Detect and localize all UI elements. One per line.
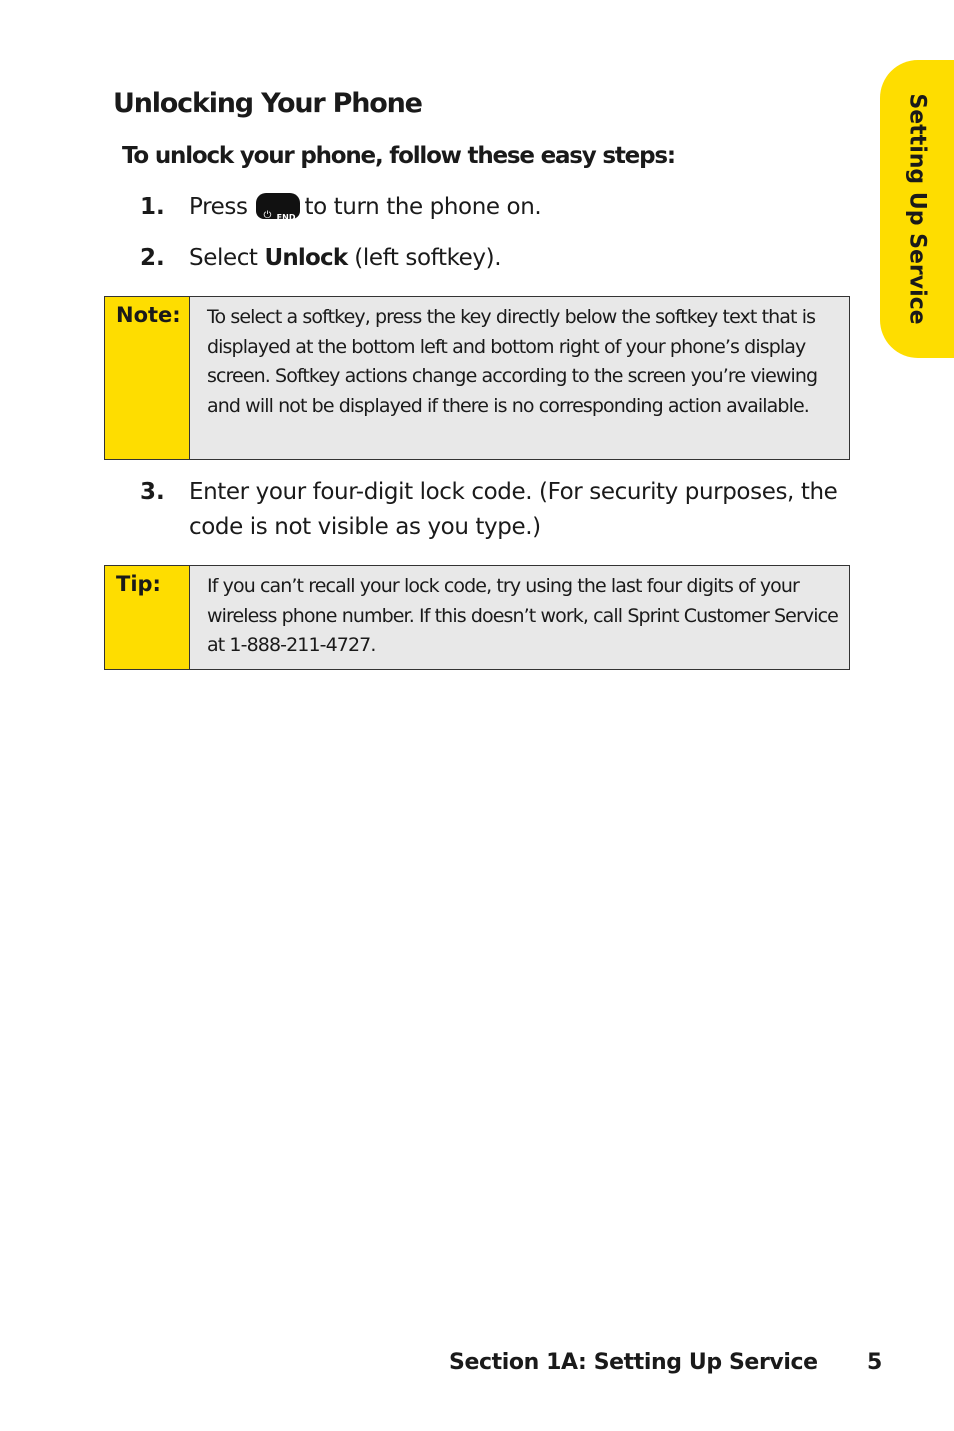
tip-callout (104, 565, 850, 670)
note-callout (104, 296, 850, 460)
step-number: 1. (140, 194, 165, 220)
section-side-tab (880, 60, 954, 358)
step-number: 2. (140, 245, 165, 271)
step-number: 3. (140, 479, 165, 505)
step-text: Enter your four-digit lock code. (For security purposes, the code is not visible as you type.) (189, 479, 838, 540)
unlock-softkey-label: Unlock (264, 245, 348, 271)
step-text: Select Unlock (left softkey). (189, 245, 502, 271)
page-number: 5 (867, 1350, 883, 1375)
note-label: Note: (105, 297, 190, 459)
footer-section-title: Section 1A: Setting Up Service (449, 1350, 818, 1375)
page-title: Unlocking Your Phone (113, 88, 422, 119)
tip-label: Tip: (105, 566, 190, 669)
tip-text: If you can’t recall your lock code, try using the last four digits of your wireless phone number. If this doesn’t work, call Sprint Customer Service at 1-888-211-4727. (207, 575, 838, 657)
side-tab-label: Setting Up Service (904, 93, 930, 325)
note-text: To select a softkey, press the key directly below the softkey text that is displayed at the bottom left and bottom right of your phone’s display screen. Softkey actions change according to the screen you’re viewing and will not be displayed if there is no corresponding action available. (207, 306, 818, 417)
step-text: Press ⏻ END to turn the phone on. (189, 190, 839, 225)
intro-text: To unlock your phone, follow these easy steps: (122, 143, 675, 169)
end-power-key-icon (256, 193, 300, 219)
